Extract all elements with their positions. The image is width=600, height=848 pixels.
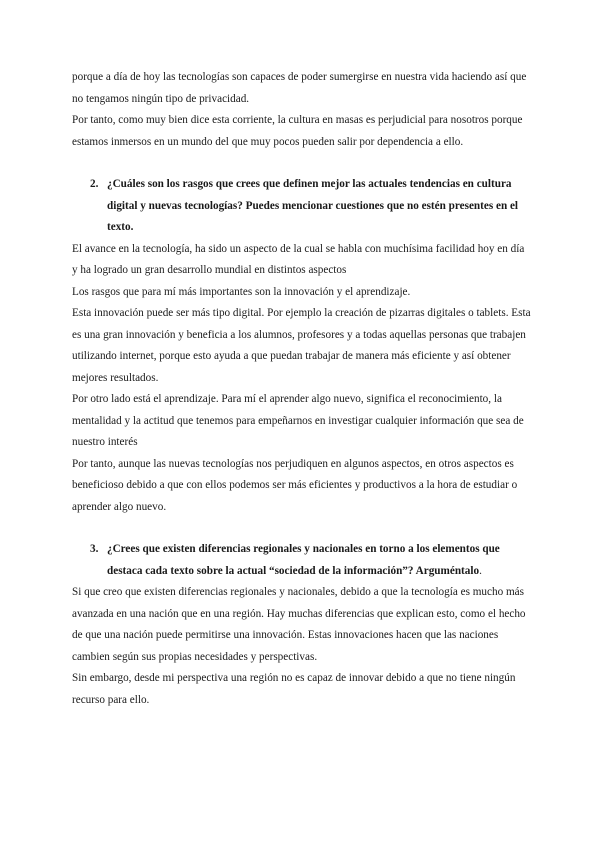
answer2-paragraph: Por otro lado está el aprendizaje. Para mí el aprender algo nuevo, significa el reconocimiento, la mentalidad y la actitud que tenemos para empeñarnos en investigar cualquier información que sea de nuestro interés	[72, 393, 524, 448]
document-page	[72, 67, 532, 711]
question-text: ¿Crees que existen diferencias regionales y nacionales en torno a los elementos que destaca cada texto sobre la actual “sociedad de la información”? Arguméntalo	[107, 543, 500, 577]
question-number: 3.	[90, 543, 99, 555]
question-2	[72, 174, 532, 239]
answer2-paragraph: Esta innovación puede ser más tipo digital. Por ejemplo la creación de pizarras digitales o tablets. Esta es una gran innovación y beneficia a los alumnos, profesores y a todas aquellas personas que trabajen utilizando internet, porque esto ayuda a que puedan trabajar de manera más eficiente y así obtener mejores resultados.	[72, 307, 531, 384]
question-text: ¿Cuáles son los rasgos que crees que definen mejor las actuales tendencias en cultura digital y nuevas tecnologías? Puedes mencionar cuestiones que no estén presentes en el texto.	[107, 178, 519, 233]
question-text-wrapper	[107, 539, 532, 582]
question-3	[72, 539, 532, 582]
intro-paragraph: Por tanto, como muy bien dice esta corriente, la cultura en masas es perjudicial para nosotros porque estamos inmersos en un mundo del que muy pocos pueden salir por dependencia a ello.	[72, 114, 523, 148]
question-trailing-period: .	[479, 564, 482, 577]
answer2-paragraph: El avance en la tecnología, ha sido un aspecto de la cual se habla con muchísima facilidad hoy en día y ha logrado un gran desarrollo mundial en distintos aspectos	[72, 242, 525, 276]
answer2-paragraph: Por tanto, aunque las nuevas tecnologías nos perjudiquen en algunos aspectos, en otros aspectos es beneficioso debido a que con ellos podemos ser más eficientes y productivos a la hora de estudiar o aprender algo nuevo.	[72, 457, 518, 513]
answer2-paragraph: Los rasgos que para mí más importantes son la innovación y el aprendizaje.	[72, 285, 411, 298]
spacer	[72, 153, 532, 174]
intro-paragraph: porque a día de hoy las tecnologías son capaces de poder sumergirse en nuestra vida haciendo así que no tengamos ningún tipo de privacidad.	[72, 71, 527, 105]
question-number: 2.	[90, 178, 99, 190]
answer3-paragraph: Si que creo que existen diferencias regionales y nacionales, debido a que la tecnología es mucho más avanzada en una nación que en una región. Hay muchas diferencias que explican esto, como el hecho de que una nación puede permitirse una innovación. Estas innovaciones hacen que las naciones cambien según sus propias necesidades y perspectivas.	[72, 586, 526, 663]
spacer	[72, 518, 532, 539]
answer3-paragraph: Sin embargo, desde mi perspectiva una región no es capaz de innovar debido a que no tiene ningún recurso para ello.	[72, 672, 516, 706]
